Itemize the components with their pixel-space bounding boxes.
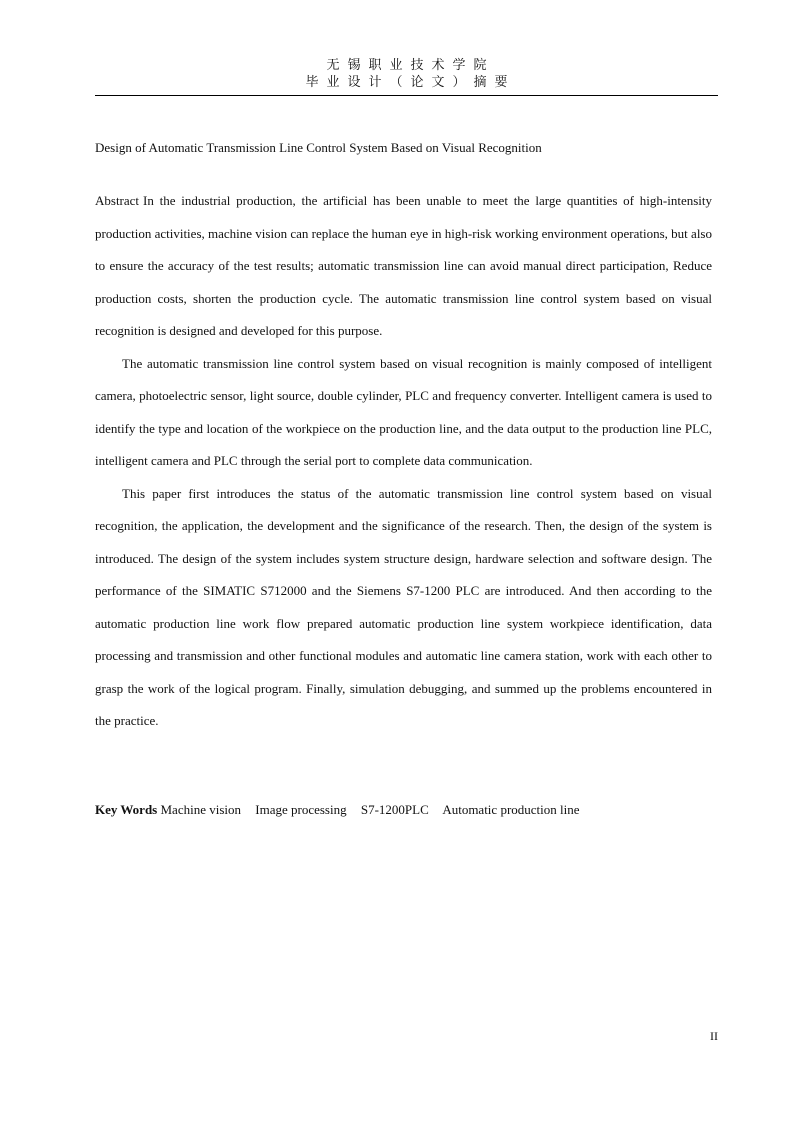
- keywords-label: Key Words: [95, 802, 158, 817]
- keyword-item: Image processing: [255, 802, 347, 817]
- page-header: [95, 56, 718, 96]
- abstract-paragraph-1: [95, 185, 712, 348]
- header-subtitle: 毕业设计（论文）摘要: [305, 74, 516, 89]
- abstract-paragraph-1-text: In the industrial production, the artificial has been unable to meet the large quantities of high-intensity production activities, machine vision can replace the human eye in high-risk working environment operations, but also to ensure the accuracy of the test results; automatic transmission line can avoid manual direct participation, Reduce production costs, shorten the production cycle. The automatic transmission line control system based on visual recognition is designed and developed for this purpose.: [95, 193, 712, 338]
- abstract-label: Abstract: [95, 193, 140, 208]
- abstract-paragraph-3: This paper first introduces the status of the automatic transmission line control system based on visual recognition, the application, the development and the significance of the research. Then, the design of the system is introduced. The design of the system includes system structure design, hardware selection and software design. The performance of the SIMATIC S712000 and the Siemens S7-1200 PLC are introduced. And then according to the automatic production line work flow prepared automatic production line system workpiece identification, data processing and transmission and other functional modules and automatic line camera station, work with each other to grasp the work of the logical program. Finally, simulation debugging, and summed up the problems encountered in the practice.: [95, 485, 712, 728]
- keyword-item: Automatic production line: [442, 802, 580, 817]
- page-number: II: [710, 1029, 718, 1043]
- keywords-line: [95, 801, 718, 819]
- keyword-item: Machine vision: [160, 802, 242, 817]
- keyword-item: S7-1200PLC: [360, 802, 429, 817]
- institution-name: 无锡职业技术学院: [326, 57, 495, 72]
- abstract-paragraph-2: The automatic transmission line control system based on visual recognition is mainly composed of intelligent camera, photoelectric sensor, light source, double cylinder, PLC and frequency converter. Intelligent camera is used to identify the type and location of the workpiece on the production line, and the data output to the production line PLC, intelligent camera and PLC through the serial port to complete data communication.: [95, 355, 712, 468]
- abstract-body: [95, 185, 712, 738]
- document-title: Design of Automatic Transmission Line Control System Based on Visual Recognition: [95, 140, 542, 155]
